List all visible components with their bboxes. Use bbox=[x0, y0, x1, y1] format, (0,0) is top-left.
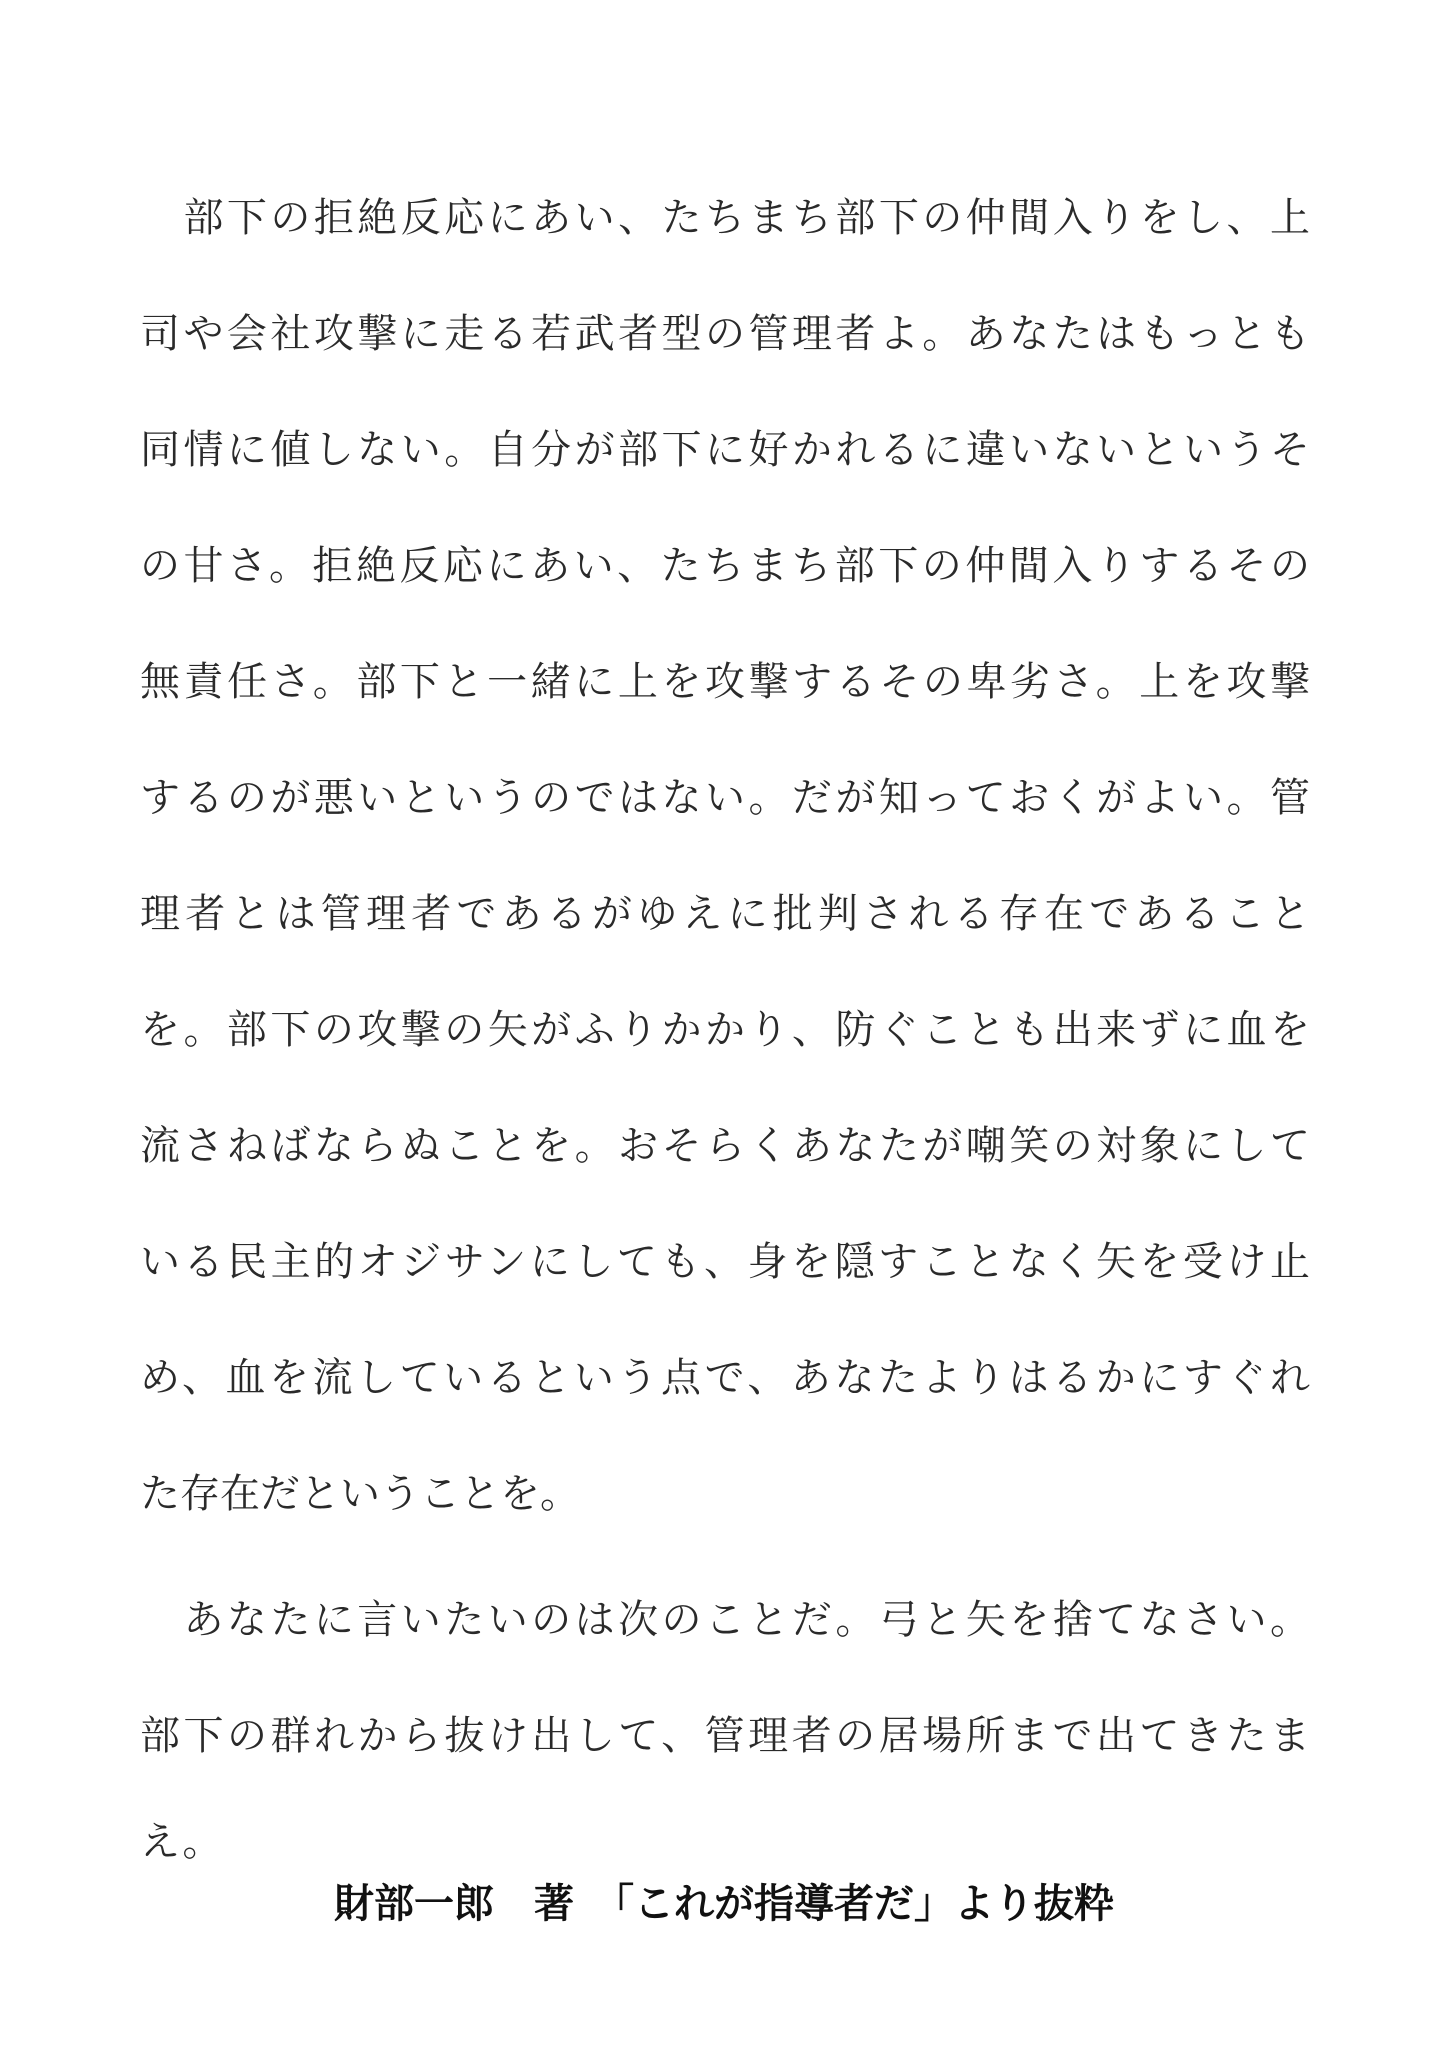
text-line: 理者とは管理者であるがゆえに批判される存在であること bbox=[140, 891, 1310, 937]
text-line: 司や会社攻撃に走る若武者型の管理者よ。あなたはもっとも bbox=[140, 311, 1310, 357]
text-line: め、血を流しているという点で、あなたよりはるかにすぐれ bbox=[140, 1355, 1310, 1401]
source-credit: 財部一郎 著 「これが指導者だ」より抜粋 bbox=[334, 1881, 1114, 1927]
text-line: の甘さ。拒絶反応にあい、たちまち部下の仲間入りするその bbox=[140, 543, 1310, 589]
text-line: 部下の拒絶反応にあい、たちまち部下の仲間入りをし、上 bbox=[140, 195, 1310, 241]
text-line: 無責任さ。部下と一緒に上を攻撃するその卑劣さ。上を攻撃 bbox=[140, 659, 1310, 705]
text-line: 流さねばならぬことを。おそらくあなたが嘲笑の対象にして bbox=[140, 1123, 1310, 1169]
text-line: た存在だということを。 bbox=[140, 1471, 580, 1517]
text-line: を。部下の攻撃の矢がふりかかり、防ぐことも出来ずに血を bbox=[140, 1007, 1310, 1053]
text-line: あなたに言いたいのは次のことだ。弓と矢を捨てなさい。 bbox=[140, 1597, 1310, 1643]
text-line: するのが悪いというのではない。だが知っておくがよい。管 bbox=[140, 775, 1310, 821]
text-line: 同情に値しない。自分が部下に好かれるに違いないというそ bbox=[140, 427, 1310, 473]
text-line: 部下の群れから抜け出して、管理者の居場所まで出てきたま bbox=[140, 1713, 1310, 1759]
text-line: いる民主的オジサンにしても、身を隠すことなく矢を受け止 bbox=[140, 1239, 1310, 1285]
text-line: え。 bbox=[140, 1819, 223, 1865]
